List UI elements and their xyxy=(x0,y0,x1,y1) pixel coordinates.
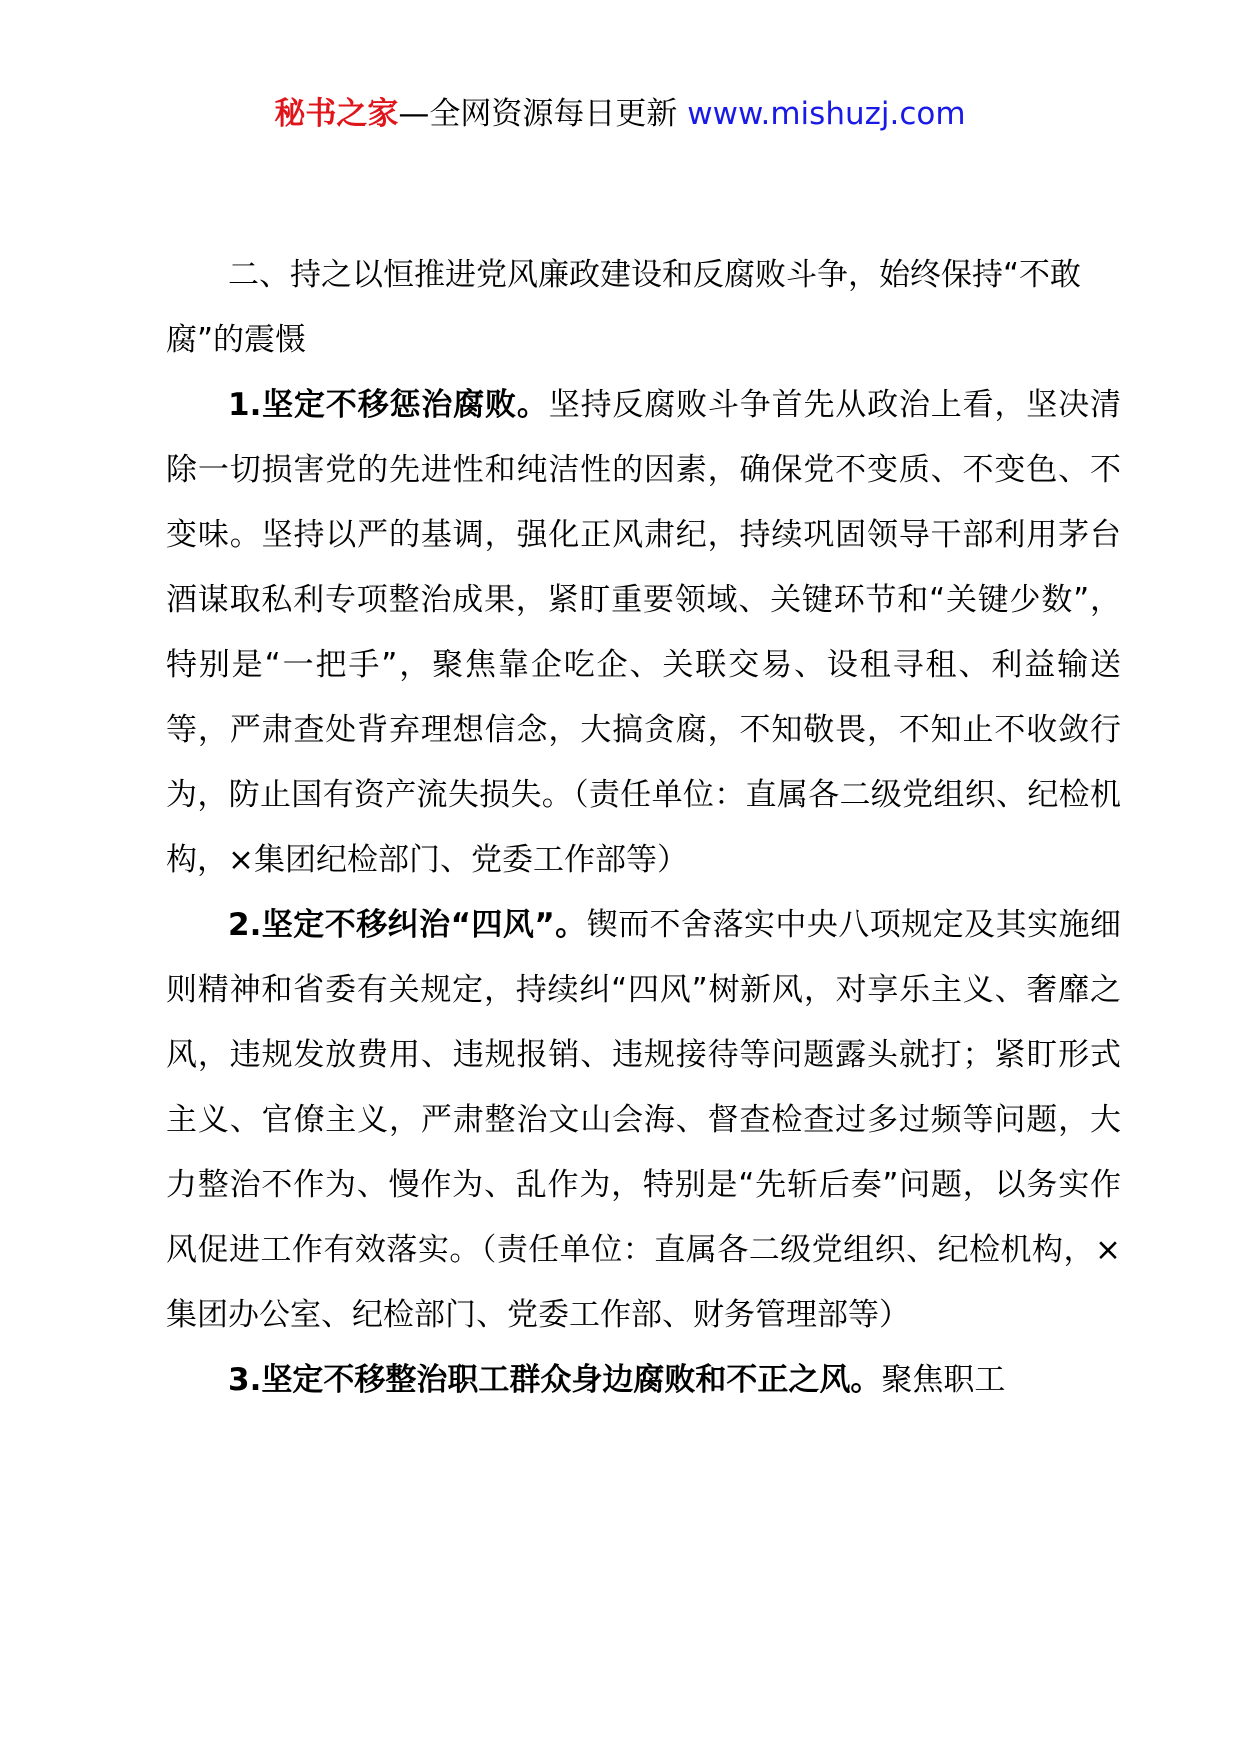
paragraph-2 xyxy=(166,893,1121,1348)
document-body xyxy=(166,243,1121,1413)
paragraph-3-body: 聚焦职工 xyxy=(881,1362,1006,1398)
paragraph-1 xyxy=(166,373,1121,893)
paragraph-2-title: 2.坚定不移纠治“四风”。 xyxy=(228,907,587,943)
paragraph-1-title: 1.坚定不移惩治腐败。 xyxy=(228,387,549,423)
brand-name: 秘书之家 xyxy=(274,96,399,132)
paragraph-2-body: 锲而不舍落实中央八项规定及其实施细则精神和省委有关规定，持续纠“四风”树新风，对享乐主义、奢靡之风，违规发放费用、违规报销、违规接待等问题露头就打；紧盯形式主义、官僚主义，严肃整治文山会海、督查检查过多过频等问题，大力整治不作为、慢作为、乱作为，特别是“先斩后奏”问题，以务实作风促进工作有效落实。（责任单位：直属各二级党组织、纪检机构，×集团办公室、纪检部门、党委工作部、财务管理部等） xyxy=(166,907,1121,1333)
site-header xyxy=(0,94,1240,134)
site-url-link[interactable]: www.mishuzj.com xyxy=(687,96,966,132)
section-heading: 二、持之以恒推进党风廉政建设和反腐败斗争，始终保持“不敢腐”的震慑 xyxy=(166,257,1082,358)
paragraph-3 xyxy=(166,1348,1121,1413)
paragraph-3-title: 3.坚定不移整治职工群众身边腐败和不正之风。 xyxy=(228,1362,882,1398)
site-slogan: —全网资源每日更新 xyxy=(398,96,688,132)
paragraph-1-body: 坚持反腐败斗争首先从政治上看，坚决清除一切损害党的先进性和纯洁性的因素，确保党不变质、不变色、不变味。坚持以严的基调，强化正风肃纪，持续巩固领导干部利用茅台酒谋取私利专项整治成果，紧盯重要领域、关键环节和“关键少数”，特别是“一把手”，聚焦靠企吃企、关联交易、设租寻租、利益输送等，严肃查处背弃理想信念，大搞贪腐，不知敬畏，不知止不收敛行为，防止国有资产流失损失。（责任单位：直属各二级党组织、纪检机构，×集团纪检部门、党委工作部等） xyxy=(166,387,1121,878)
